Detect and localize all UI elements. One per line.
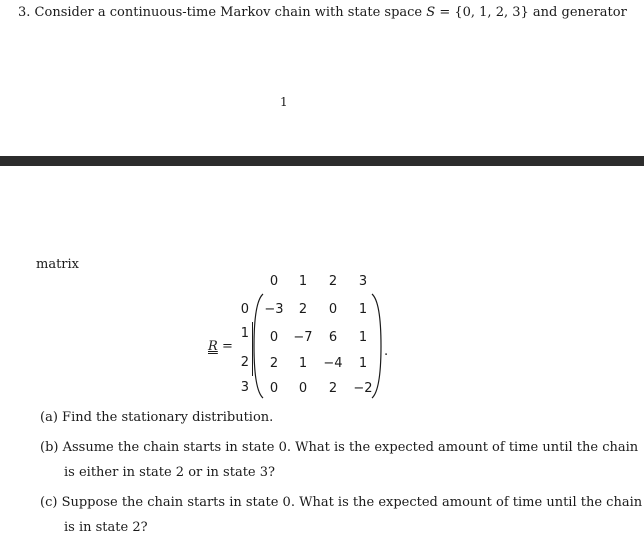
matrix-cell: −3 [264, 302, 284, 317]
row-label: 1 [240, 326, 249, 341]
continuation-text: matrix [36, 257, 80, 272]
question-c-continuation: is in state 2? [64, 520, 148, 535]
matrix-cell: 2 [328, 381, 338, 396]
row-label: 2 [240, 355, 249, 370]
matrix-cell: 2 [269, 356, 279, 371]
matrix-cell: 0 [298, 381, 308, 396]
page-number: 1 [280, 95, 288, 109]
question-a [40, 410, 273, 425]
equals-sign: = [439, 5, 451, 20]
matrix-R: R [208, 339, 218, 354]
matrix-symbol [208, 339, 233, 354]
question-b-continuation: is either in state 2 or in state 3? [64, 465, 275, 480]
matrix-cell: 1 [358, 330, 368, 345]
problem-intro: Consider a continuous-time Markov chain with state space [34, 5, 423, 20]
matrix-equals: = [221, 339, 233, 354]
matrix-cell: 2 [298, 302, 308, 317]
question-label: (a) [40, 410, 58, 425]
matrix-cell: −7 [293, 330, 313, 345]
matrix-cell: 0 [269, 381, 279, 396]
problem-number: 3. [18, 5, 31, 20]
matrix-cell: 1 [358, 356, 368, 371]
column-label: 1 [298, 274, 308, 289]
question-label: (c) [40, 495, 58, 510]
question-text: Find the stationary distribution. [62, 410, 274, 425]
row-label: 3 [240, 380, 249, 395]
row-label: 0 [240, 302, 249, 317]
question-text: Suppose the chain starts in state 0. What is the expected amount of time until the chain [61, 495, 643, 510]
column-label: 0 [269, 274, 279, 289]
matrix-cell: 0 [328, 302, 338, 317]
state-space-symbol: S [426, 5, 436, 20]
matrix-cell: 6 [328, 330, 338, 345]
problem-intro-end: and generator [532, 5, 627, 20]
column-label: 2 [328, 274, 338, 289]
state-space-set: {0, 1, 2, 3} [454, 5, 529, 20]
column-label: 3 [358, 274, 368, 289]
matrix-cell: 0 [269, 330, 279, 345]
matrix-cell: 1 [298, 356, 308, 371]
question-b [40, 440, 638, 455]
question-text: Assume the chain starts in state 0. What is the expected amount of time until the chain [62, 440, 639, 455]
matrix-cell: −4 [323, 356, 343, 371]
matrix-cell: 1 [358, 302, 368, 317]
question-c [40, 495, 642, 510]
matrix-period: . [384, 344, 389, 359]
matrix-cell: −2 [353, 381, 373, 396]
question-label: (b) [40, 440, 59, 455]
